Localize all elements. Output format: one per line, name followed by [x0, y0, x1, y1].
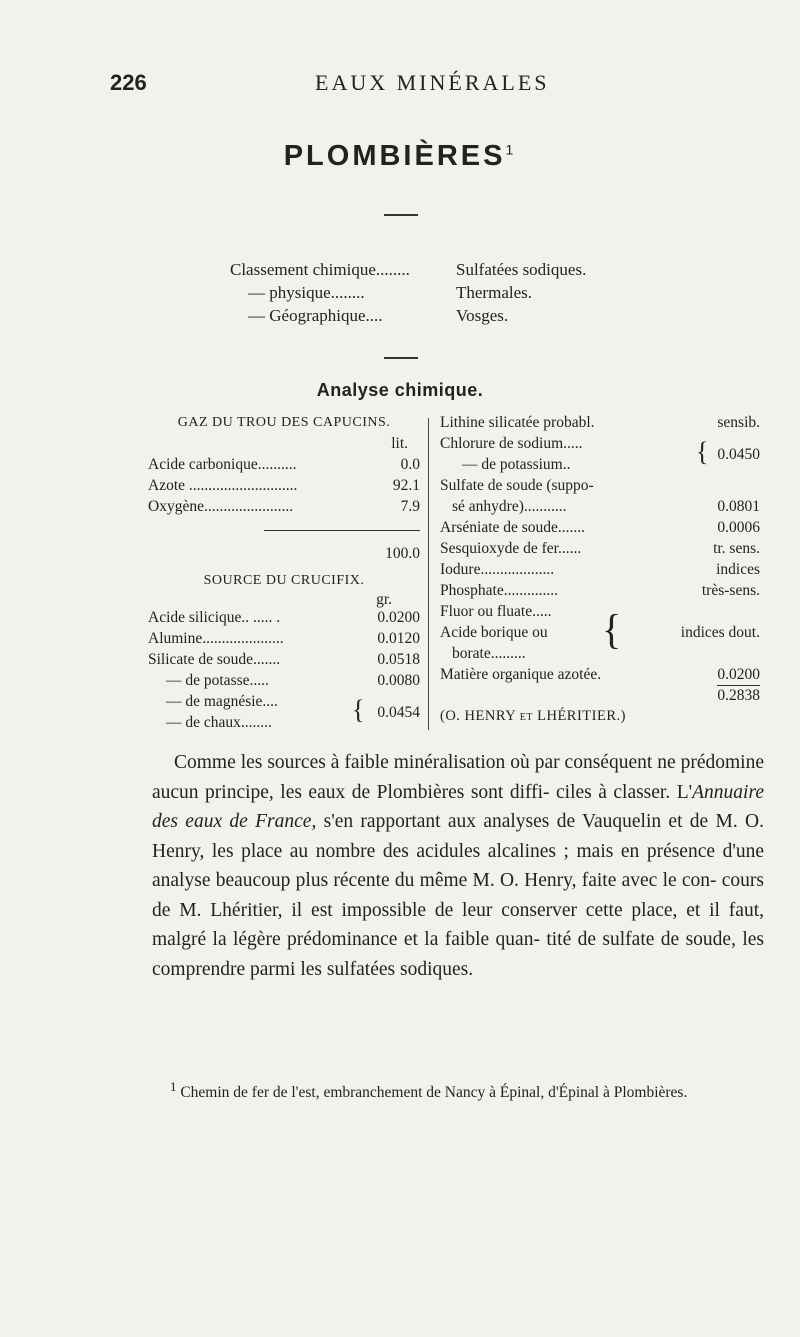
analysis-name: Matière organique azotée. — [440, 666, 602, 683]
body-paragraph — [152, 748, 764, 984]
analysis-value: 0.0454 — [377, 704, 420, 721]
analysis-row — [148, 454, 420, 475]
analysis-name: Azote ............................ — [148, 477, 298, 494]
analysis-name: Lithine silicatée probabl. — [440, 414, 595, 431]
analysis-name: Phosphate.............. — [440, 582, 558, 599]
analysis-row — [440, 664, 760, 685]
analysis-value: indices dout. — [680, 624, 760, 641]
analysis-name: Iodure................... — [440, 561, 555, 578]
unit-row — [148, 591, 420, 607]
unit-label: lit. — [391, 435, 408, 452]
analysis-row — [148, 607, 420, 628]
analysis-name: Sulfate de soude (suppo- — [440, 477, 594, 494]
classification-row — [210, 304, 630, 327]
analysis-name: Arséniate de soude....... — [440, 519, 586, 536]
analysis-name: Silicate de soude....... — [148, 651, 281, 668]
analysis-row — [148, 475, 420, 496]
analysis-name: — de potassium.. — [462, 456, 571, 473]
attribution: (O. HENRY et LHÉRITIER.) — [440, 708, 626, 724]
classification-value: Sulfatées sodiques. — [456, 260, 587, 279]
analysis-value: 0.0006 — [717, 519, 760, 536]
analysis-value: 0.0450 — [717, 446, 760, 463]
analysis-row — [440, 559, 760, 580]
analysis-value: 0.0 — [400, 456, 420, 473]
analysis-name: — de potasse..... — [166, 672, 269, 689]
analysis-value: tr. sens. — [713, 540, 760, 557]
classification-label: — physique........ — [248, 283, 365, 302]
footnote-text: Chemin de fer de l'est, embranchement de Nancy à Épinal, d'Épinal à Plombières. — [180, 1084, 688, 1102]
classification-value: Vosges. — [456, 306, 509, 325]
paragraph-text: , s'en rapportant aux analyses de Vauquelin et de M. O. Henry, les place au nombre des acidules alcalines ; mais en présence d'une analyse beaucoup plus récente du même M. O. Henry, faite avec le con- cours de M. Lhéritier, il est impossible de leur conserver cette place, et il faut, malgré la légère prédominance et la faible quan- tité de sulfate de soude, les comprendre parmi les sulfatées sodiques. — [152, 811, 764, 980]
classification-row — [210, 281, 630, 304]
analysis-row — [148, 628, 420, 649]
analysis-value: 0.0200 — [377, 609, 420, 626]
analysis-name: Oxygène....................... — [148, 498, 294, 515]
divider-rule — [384, 357, 418, 359]
analysis-name: Alumine..................... — [148, 630, 284, 647]
analysis-name: Sesquioxyde de fer...... — [440, 540, 582, 557]
total-row — [148, 543, 420, 564]
classification-row — [210, 258, 630, 281]
analysis-value: indices — [716, 561, 760, 578]
analysis-row — [440, 580, 760, 601]
running-title: EAUX MINÉRALES — [315, 70, 550, 95]
title-text: PLOMBIÈRES — [283, 140, 506, 172]
analysis-value: très-sens. — [701, 582, 760, 599]
analysis-name: borate......... — [452, 645, 526, 662]
sum-rule — [264, 530, 420, 531]
column-divider — [428, 418, 429, 730]
total-value: 100.0 — [385, 545, 420, 562]
total-row — [440, 685, 760, 706]
paragraph-text: Comme les sources à faible minéralisation où par conséquent ne prédomine aucun principe, les eaux de Plombières sont diffi- ciles à classer. L' — [152, 752, 764, 803]
analysis-value: 92.1 — [392, 477, 420, 494]
classification-label: — Géographique.... — [248, 306, 383, 325]
analysis-name: sé anhydre)........... — [452, 498, 567, 515]
brace-group — [148, 691, 420, 733]
analysis-value: 0.0200 — [717, 664, 760, 686]
footnote — [152, 1077, 764, 1103]
sum-rule-row — [148, 517, 420, 543]
analysis-row — [440, 412, 760, 433]
section-title: Analyse chimique. — [316, 380, 484, 400]
analysis-row — [440, 475, 760, 496]
italic-title: Annuaire des eaux de France — [152, 781, 764, 832]
analysis-row — [440, 454, 760, 475]
divider-rule — [384, 214, 418, 216]
analysis-name: — de magnésie.... — [166, 693, 278, 710]
analysis-row — [440, 643, 760, 664]
title-footnote-mark: 1 — [505, 141, 517, 158]
classification-value: Thermales. — [456, 283, 532, 302]
footnote-mark: 1 — [170, 1079, 177, 1094]
total-value: 0.2838 — [717, 687, 760, 704]
analysis-left-column — [148, 412, 420, 733]
brace-group — [440, 601, 760, 664]
analysis-name: Fluor ou fluate..... — [440, 603, 552, 620]
analysis-row — [440, 538, 760, 559]
analysis-name: — de chaux........ — [166, 714, 272, 731]
source-title: SOURCE DU CRUCIFIX. — [203, 573, 365, 588]
page-title — [0, 140, 800, 173]
analysis-value: 7.9 — [400, 498, 420, 515]
analysis-row — [440, 517, 760, 538]
analysis-row — [440, 496, 760, 517]
classification-label: Classement chimique........ — [230, 260, 410, 279]
analysis-row — [148, 496, 420, 517]
analysis-name: Chlorure de sodium..... — [440, 435, 583, 452]
analysis-value: 0.0801 — [717, 498, 760, 515]
unit-label: gr. — [376, 591, 392, 608]
analysis-row — [148, 670, 420, 691]
analysis-value: 0.0080 — [377, 672, 420, 689]
page-header — [110, 70, 670, 100]
analysis-right-column — [440, 412, 760, 727]
page-number: 226 — [110, 70, 147, 95]
analysis-value: 0.0120 — [377, 630, 420, 647]
brace-glyph: { — [696, 436, 709, 467]
analysis-name: Acide carbonique.......... — [148, 456, 297, 473]
brace-glyph: { — [352, 694, 365, 725]
brace-group — [440, 433, 760, 475]
unit-row — [148, 433, 420, 454]
analysis-name: Acide borique ou — [440, 624, 548, 641]
analysis-row — [440, 601, 760, 622]
analysis-name: Acide silicique.. ..... . — [148, 609, 281, 626]
analysis-value: 0.0518 — [377, 651, 420, 668]
analysis-value: sensib. — [717, 414, 760, 431]
brace-glyph: { — [602, 605, 622, 654]
source-title: GAZ DU TROU DES CAPUCINS. — [177, 415, 391, 430]
analysis-row — [148, 649, 420, 670]
analysis-row — [440, 433, 760, 454]
classification-table — [210, 258, 630, 327]
